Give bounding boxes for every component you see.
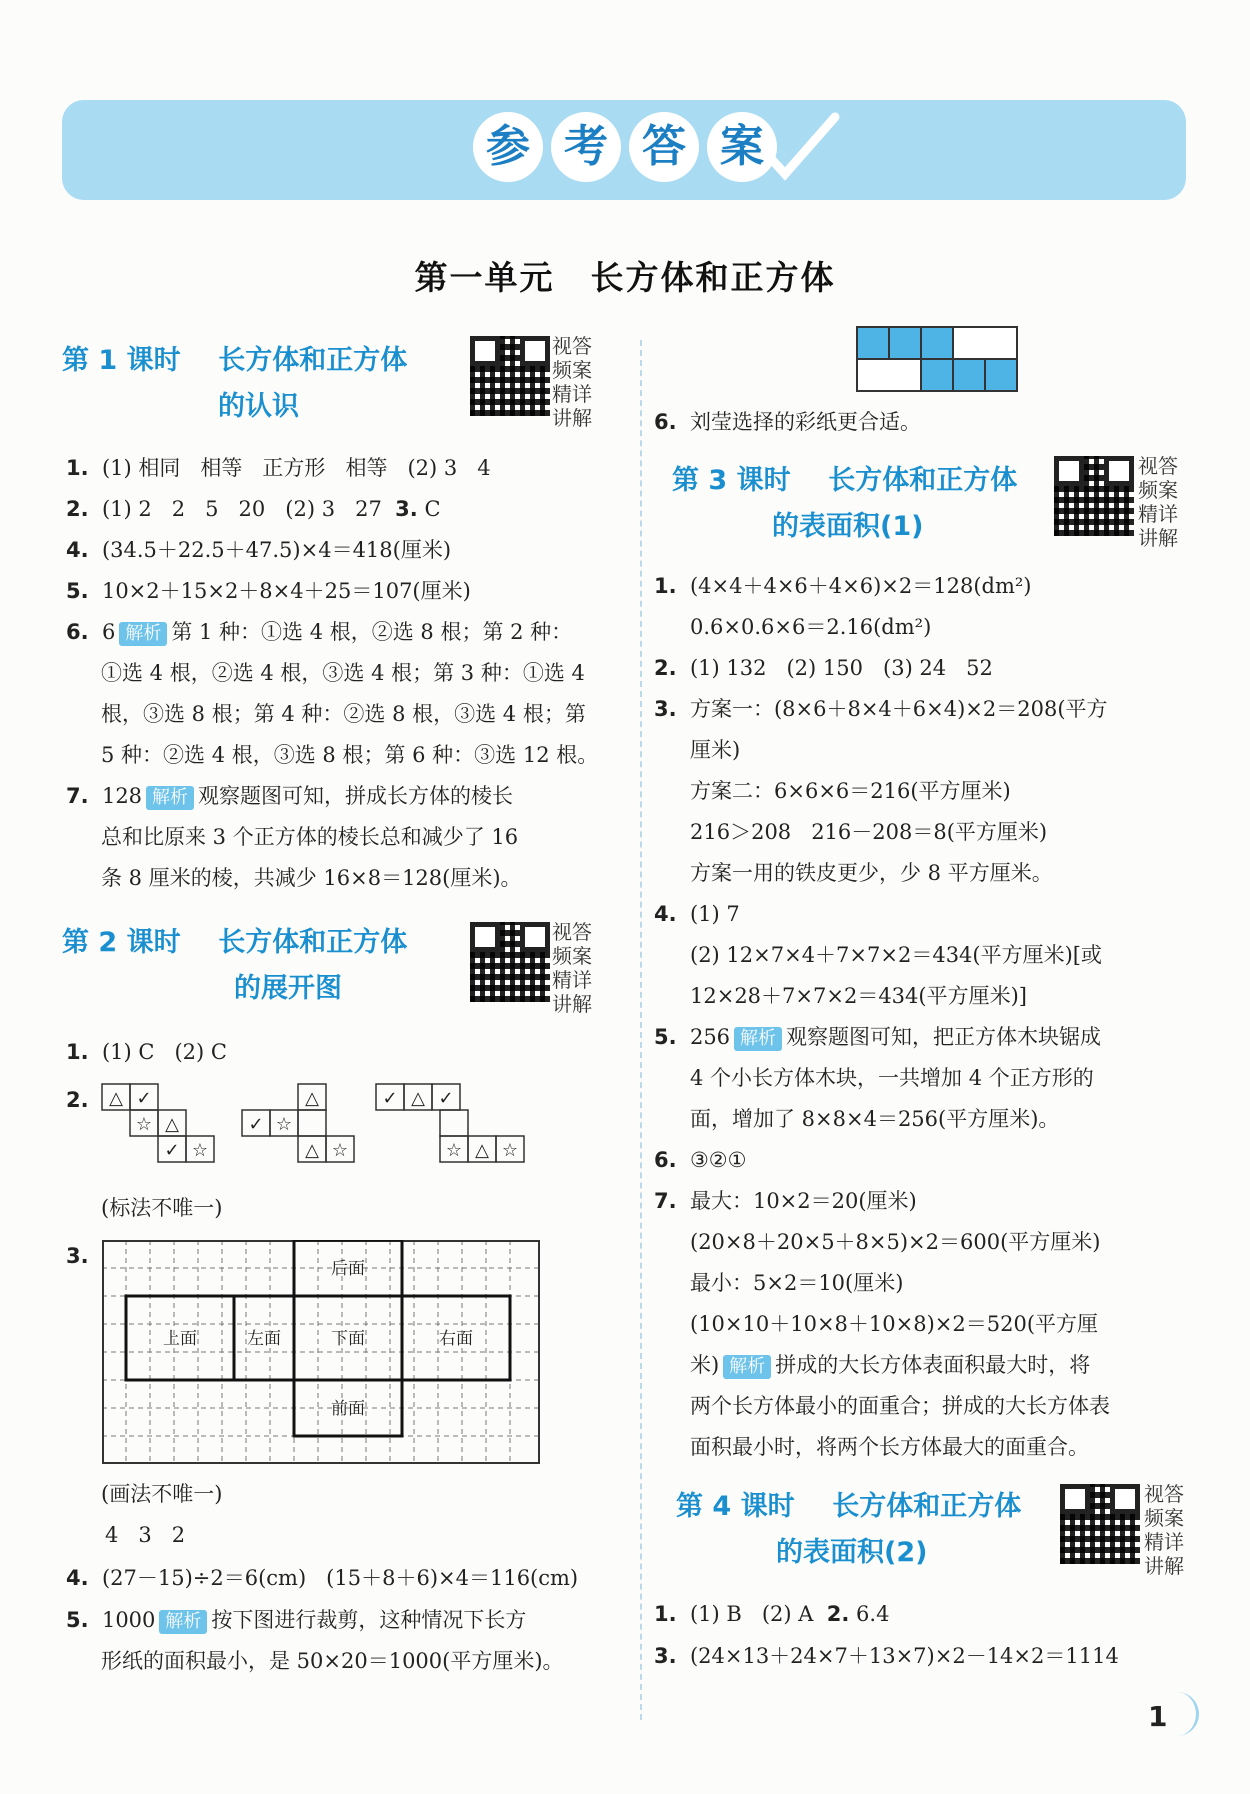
- answer-d5: 5. 256 解析 观察题图可知，把正方体木块锯成: [654, 1025, 1102, 1049]
- answer-d7-line: 面积最小时，将两个长方体最大的面重合。: [690, 1435, 1089, 1459]
- unit-title: [0, 252, 1250, 299]
- lesson-title: 长方体和正方体: [828, 465, 1018, 496]
- lesson-number: 第 3 课时: [672, 465, 791, 496]
- answer-b2-note: (标法不唯一): [101, 1196, 223, 1220]
- lesson-number: 第 2 课时: [62, 927, 181, 958]
- face-label: 下面: [331, 1329, 365, 1349]
- banner-char: 考: [551, 112, 621, 182]
- qr-label: 视答频案精详讲解: [552, 334, 592, 430]
- lesson-subtitle: 的表面积(1): [772, 511, 924, 542]
- answer-d3-line: 方案一用的铁皮更少，少 8 平方厘米。: [690, 861, 1053, 885]
- answer-d4-line: (2) 12×7×4＋7×7×2＝434(平方厘米)[或: [690, 943, 1102, 967]
- analysis-tag: 解析: [119, 622, 167, 646]
- analysis-tag: 解析: [723, 1355, 771, 1379]
- answer-d5-line: 面，增加了 8×8×4＝256(平方厘米)。: [690, 1107, 1060, 1131]
- lesson-subtitle: 的展开图: [234, 973, 342, 1004]
- answer-b5-line: 形纸的面积最小，是 50×20＝1000(平方厘米)。: [101, 1649, 564, 1673]
- cube-nets-diagram: [100, 1080, 540, 1180]
- answer-b1: 1. (1) C (2) C: [66, 1040, 227, 1064]
- qr-code[interactable]: [1054, 456, 1134, 536]
- svg-text:△: △: [305, 1140, 319, 1161]
- svg-text:☆: ☆: [135, 1114, 153, 1135]
- answer-7-line: 条 8 厘米的棱，共减少 16×8＝128(厘米)。: [101, 866, 522, 890]
- lesson-title: 长方体和正方体: [832, 1491, 1022, 1522]
- answer-7: 7. 128 解析 观察题图可知，拼成长方体的棱长: [66, 784, 514, 808]
- svg-text:△: △: [475, 1140, 489, 1161]
- lesson-title: 长方体和正方体: [218, 927, 408, 958]
- lesson-heading-4: [676, 1484, 1021, 1576]
- svg-text:☆: ☆: [445, 1140, 463, 1161]
- answer-d7-line: 两个长方体最小的面重合；拼成的大长方体表: [690, 1394, 1110, 1418]
- answer-e3: 3. (24×13＋24×7＋13×7)×2－14×2＝1114: [654, 1644, 1119, 1668]
- svg-text:△: △: [109, 1088, 123, 1109]
- answer-4: 4. (34.5＋22.5＋47.5)×4＝418(厘米): [66, 538, 452, 562]
- lesson-heading-2: [62, 920, 407, 1012]
- unit-name: 长方体和正方体: [590, 258, 836, 297]
- svg-text:☆: ☆: [331, 1140, 349, 1161]
- answer-d3-line: 厘米): [690, 738, 741, 762]
- lesson-heading-3: [672, 458, 1017, 550]
- lesson-subtitle: 的认识: [218, 391, 299, 422]
- lesson-number: 第 4 课时: [676, 1491, 795, 1522]
- analysis-tag: 解析: [734, 1027, 782, 1051]
- svg-text:☆: ☆: [275, 1114, 293, 1135]
- answer-5: 5. 10×2＋15×2＋8×4＋25＝107(厘米): [66, 579, 471, 603]
- answer-d7: 7. 最大：10×2＝20(厘米): [654, 1189, 917, 1213]
- svg-text:✓: ✓: [164, 1140, 180, 1161]
- answer-d4-line: 12×28＋7×7×2＝434(平方厘米)]: [690, 984, 1027, 1008]
- svg-text:✓: ✓: [438, 1088, 454, 1109]
- page-number: 1: [1148, 1700, 1168, 1733]
- answer-b3-values: 4 3 2: [105, 1523, 186, 1547]
- answer-6-line: 5 种：②选 4 根，③选 8 根；第 6 种：③选 12 根。: [101, 743, 599, 767]
- qr-code[interactable]: [1060, 1484, 1140, 1564]
- answer-d5-line: 4 个小长方体木块，一共增加 4 个正方形的: [690, 1066, 1094, 1090]
- answer-d1-line: 0.6×0.6×6＝2.16(dm²): [690, 615, 932, 639]
- answer-d1: 1. (4×4＋4×6＋4×6)×2＝128(dm²): [654, 574, 1032, 598]
- svg-text:△: △: [411, 1088, 425, 1109]
- answer-d2: 2. (1) 132 (2) 150 (3) 24 52: [654, 656, 993, 680]
- answer-b2-number: 2.: [66, 1088, 89, 1112]
- qr-label: 视答频案精详讲解: [552, 920, 592, 1016]
- answer-d4: 4. (1) 7: [654, 902, 740, 926]
- lesson-number: 第 1 课时: [62, 345, 181, 376]
- banner-char: 答: [629, 112, 699, 182]
- qr-label: 视答频案精详讲解: [1144, 1482, 1184, 1578]
- svg-text:✓: ✓: [382, 1088, 398, 1109]
- banner-char: 案: [707, 112, 777, 182]
- answer-6-line: 根，③选 8 根；第 4 种：②选 8 根，③选 4 根；第: [101, 702, 586, 726]
- svg-text:☆: ☆: [501, 1140, 519, 1161]
- answer-b5: 5. 1000 解析 按下图进行裁剪，这种情况下长方: [66, 1608, 527, 1632]
- banner-title: [0, 112, 1250, 182]
- svg-text:✓: ✓: [248, 1114, 264, 1135]
- analysis-tag: 解析: [159, 1610, 207, 1634]
- answer-e1: 1. (1) B (2) A 2. 6.4: [654, 1602, 890, 1626]
- face-label: 前面: [331, 1399, 365, 1419]
- svg-text:✓: ✓: [136, 1088, 152, 1109]
- answer-d3-line: 方案二：6×6×6＝216(平方厘米): [690, 779, 1011, 803]
- answer-d7-line: 最小：5×2＝10(厘米): [690, 1271, 904, 1295]
- answer-b3-number: 3.: [66, 1244, 89, 1268]
- answer-2: 2. (1) 2 2 5 20 (2) 3 27 3. C: [66, 497, 441, 521]
- unit-number: 第一单元: [414, 258, 555, 297]
- answer-b4: 4. (27－15)÷2＝6(cm) (15＋8＋6)×4＝116(cm): [66, 1566, 579, 1590]
- face-label: 左面: [247, 1329, 281, 1349]
- qr-code[interactable]: [470, 922, 550, 1002]
- banner-char: 参: [473, 112, 543, 182]
- lesson-title: 长方体和正方体: [218, 345, 408, 376]
- answer-d3-line: 216＞208 216－208＝8(平方厘米): [690, 820, 1048, 844]
- answer-d6: 6. ③②①: [654, 1148, 747, 1172]
- answer-c6: 6. 刘莹选择的彩纸更合适。: [654, 410, 921, 434]
- face-label: 后面: [331, 1259, 365, 1279]
- column-divider: [640, 340, 642, 1720]
- answer-7-line: 总和比原来 3 个正方体的棱长总和减少了 16: [101, 825, 519, 849]
- answer-1: 1. (1) 相同 相等 正方形 相等 (2) 3 4: [66, 456, 491, 480]
- answer-6: 6. 6 解析 第 1 种：①选 4 根，②选 8 根；第 2 种：: [66, 620, 573, 644]
- grid-net-diagram: [102, 1240, 542, 1464]
- qr-label: 视答频案精详讲解: [1138, 454, 1178, 550]
- lesson-subtitle: 的表面积(2): [776, 1537, 928, 1568]
- lesson-heading-1: [62, 338, 407, 430]
- checkmark-icon: [760, 112, 840, 182]
- answer-d7-line: 米) 解析 拼成的大长方体表面积最大时，将: [690, 1353, 1091, 1377]
- answer-d7-line: (10×10＋10×8＋10×8)×2＝520(平方厘: [690, 1312, 1099, 1336]
- face-label: 右面: [439, 1329, 473, 1349]
- svg-text:☆: ☆: [191, 1140, 209, 1161]
- svg-text:△: △: [305, 1088, 319, 1109]
- answer-b3-note: (画法不唯一): [101, 1482, 223, 1506]
- svg-text:△: △: [165, 1114, 179, 1135]
- answer-d3: 3. 方案一：(8×6＋8×4＋6×4)×2＝208(平方: [654, 697, 1108, 721]
- qr-code[interactable]: [470, 336, 550, 416]
- analysis-tag: 解析: [146, 786, 194, 810]
- answer-d7-line: (20×8＋20×5＋8×5)×2＝600(平方厘米): [690, 1230, 1101, 1254]
- face-label: 上面: [163, 1329, 197, 1349]
- cell-strip-diagram: [856, 326, 1018, 394]
- answer-6-line: ①选 4 根，②选 4 根，③选 4 根；第 3 种：①选 4: [101, 661, 585, 685]
